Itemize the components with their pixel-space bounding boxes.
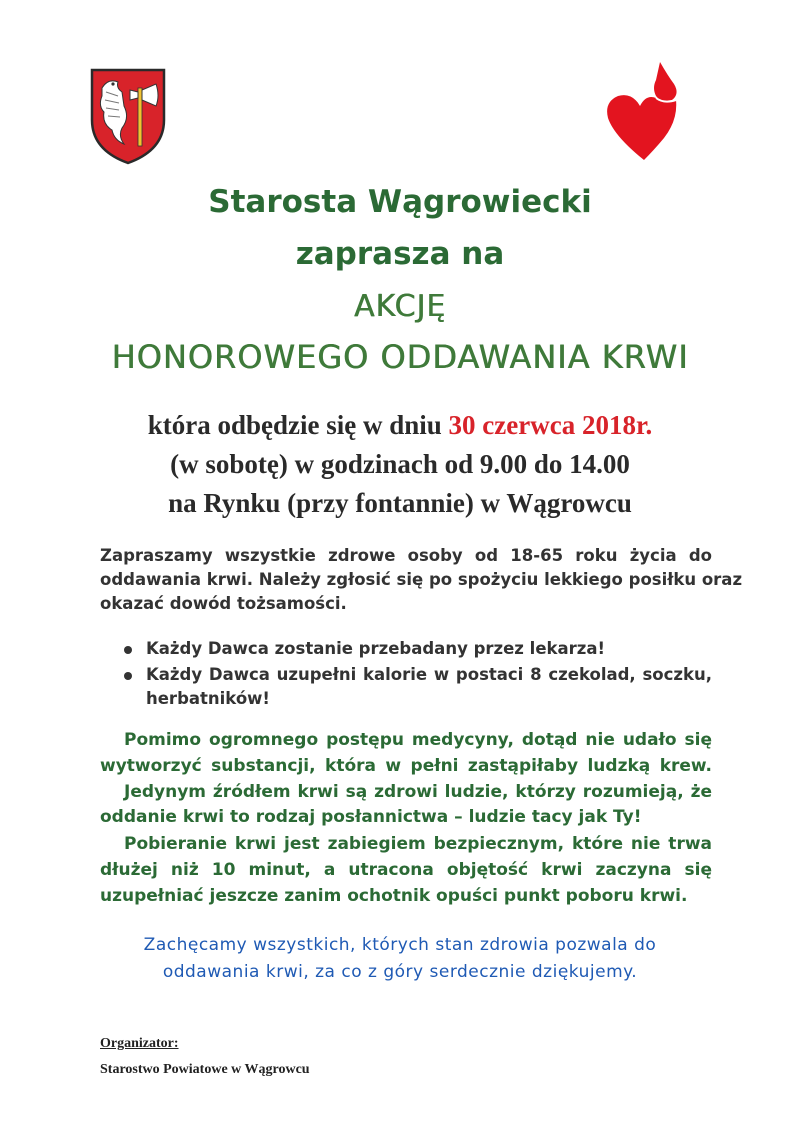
info-line: Pomimo ogromnego postępu medycyny, dotąd nie udało się xyxy=(124,730,712,750)
bullet-line: herbatników! xyxy=(146,689,270,708)
bullet-line: Każdy Dawca zostanie przebadany przez lekarza! xyxy=(146,639,606,658)
event-date: 30 czerwca 2018r. xyxy=(448,410,653,440)
bullet-dot-icon xyxy=(124,672,132,680)
bullet-line: Każdy Dawca uzupełni kalorie w postaci 8 czekolad, soczku, xyxy=(146,665,712,684)
event-place-line: na Rynku (przy fontannie) w Wągrowcu xyxy=(168,488,632,518)
organizer-name: Starostwo Powiatowe w Wągrowcu xyxy=(100,1062,310,1077)
bullet-dot-icon xyxy=(124,646,132,654)
event-date-line xyxy=(0,410,800,441)
intro-line: okazać dowód tożsamości. xyxy=(100,594,347,613)
blood-heart-icon xyxy=(604,60,684,164)
info-line: uzupełniać jeszcze zanim ochotnik opuści punkt poboru krwi. xyxy=(100,886,688,906)
closing-line-1: Zachęcamy wszystkich, których stan zdrowia pozwala do xyxy=(143,935,657,955)
intro-line: Zapraszamy wszystkie zdrowe osoby od 18-65 roku życia do xyxy=(100,546,712,565)
title-line-3: AKCJĘ xyxy=(353,289,447,324)
info-line: Jedynym źródłem krwi są zdrowi ludzie, którzy rozumieją, że xyxy=(124,782,712,802)
closing-line-2: oddawania krwi, za co z góry serdecznie dziękujemy. xyxy=(162,962,638,982)
info-line: Pobieranie krwi jest zabiegiem bezpiecznym, które nie trwa xyxy=(124,834,712,854)
event-time-line: (w sobotę) w godzinach od 9.00 do 14.00 xyxy=(170,449,630,479)
coat-of-arms-icon xyxy=(88,66,168,166)
info-line: oddanie krwi to rodzaj posłannictwa – ludzie tacy jak Ty! xyxy=(100,807,642,827)
info-line: wytworzyć substancji, która w pełni zastąpiłaby ludzką krew. xyxy=(100,756,712,776)
intro-line: oddawania krwi. Należy zgłosić się po spożyciu lekkiego posiłku oraz xyxy=(100,570,743,589)
title-line-4: HONOROWEGO ODDAWANIA KRWI xyxy=(111,338,689,376)
organizer-label: Organizator: xyxy=(100,1036,179,1051)
title-line-1: Starosta Wągrowiecki xyxy=(208,184,592,220)
title-line-2: zaprasza na xyxy=(295,236,505,272)
event-date-prefix: która odbędzie się w dniu xyxy=(147,410,449,440)
info-line: dłużej niż 10 minut, a utracona objętość krwi zaczyna się xyxy=(100,860,712,880)
